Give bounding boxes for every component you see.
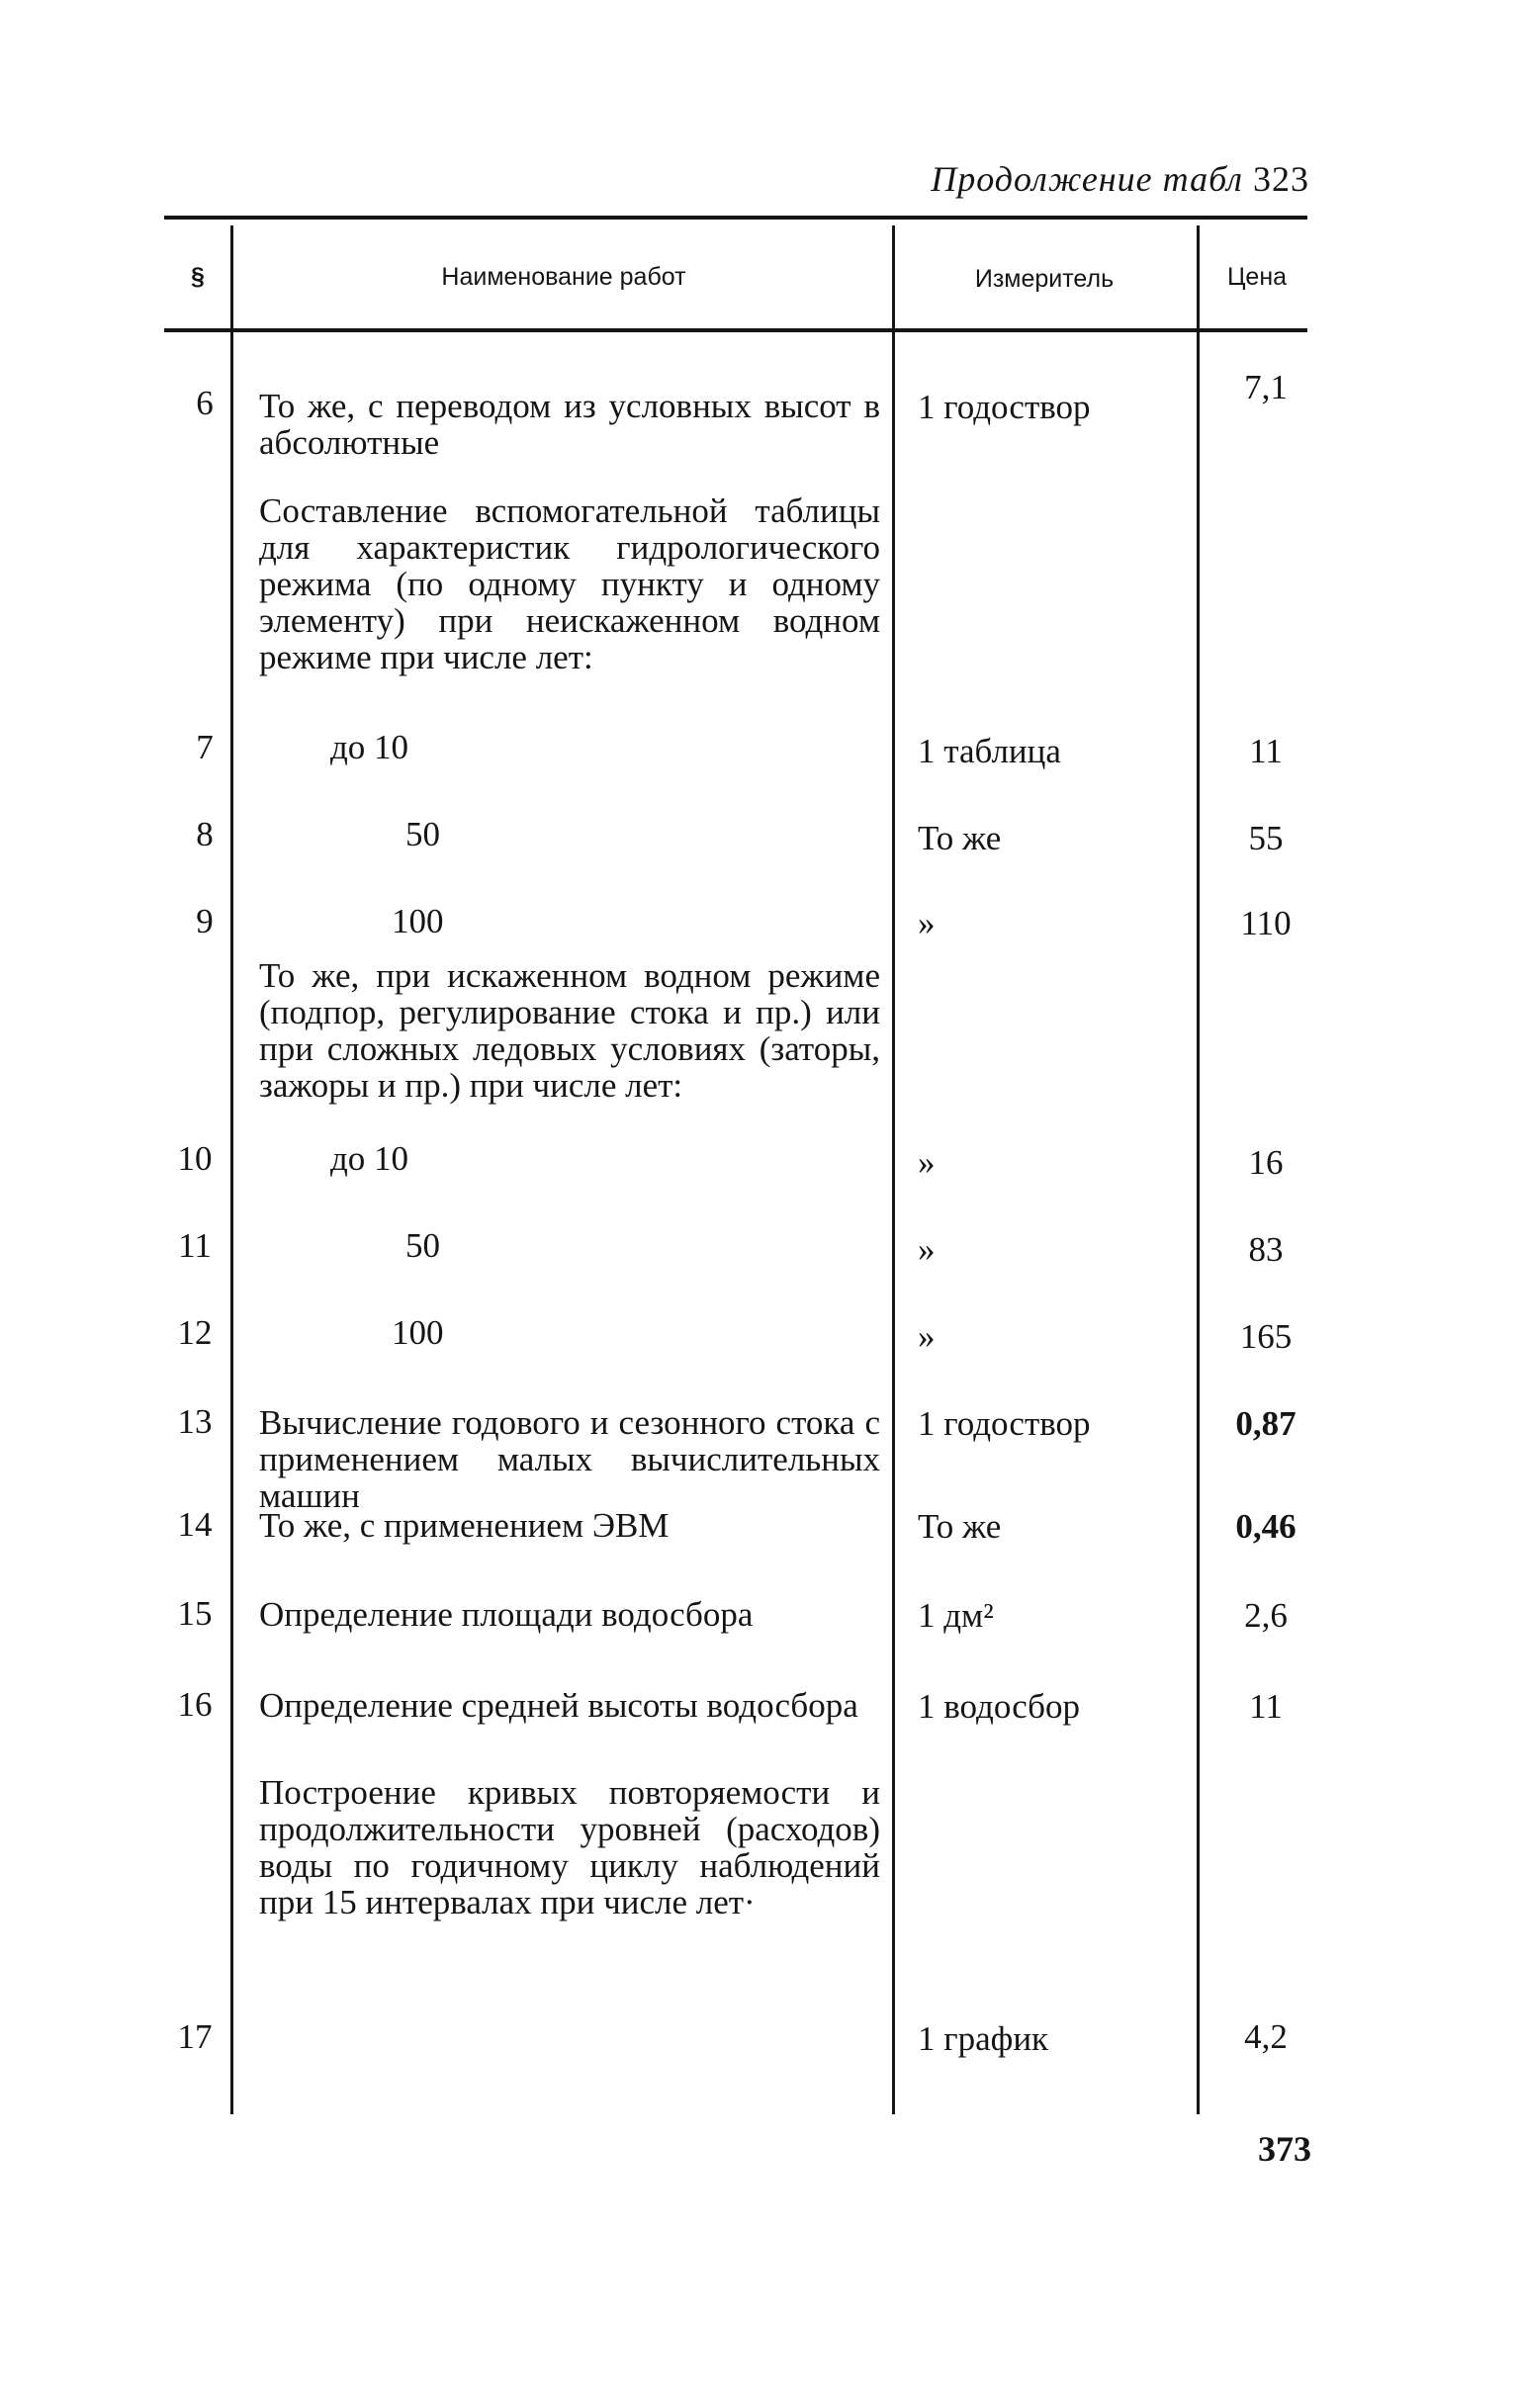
column-divider-3 [1197, 225, 1200, 2114]
row-price: 2,6 [1244, 1596, 1288, 1635]
column-header-unit: Измеритель [974, 265, 1115, 293]
row-unit: » [918, 1317, 936, 1356]
row-number: 13 [177, 1402, 213, 1441]
row-number: 11 [178, 1226, 212, 1265]
row-price: 110 [1240, 904, 1292, 942]
row-price: 83 [1248, 1230, 1284, 1269]
group-heading: То же, при искаженном водном режиме (подпор, регулирование стока и пр.) или при сложных ледовых условиях (заторы, зажоры и пр.) при числе лет: [259, 956, 880, 1105]
row-description: Вычисление годового и сезонного стока с применением малых вычислительных машин [259, 1403, 880, 1515]
table-number: 323 [1253, 159, 1309, 199]
row-unit: 1 таблица [918, 732, 1061, 770]
row-price: 4,2 [1244, 2017, 1288, 2056]
column-divider-1 [230, 225, 233, 2114]
row-description: То же, с применением ЭВМ [259, 1506, 670, 1545]
row-price: 11 [1249, 1687, 1283, 1726]
row-number: 16 [177, 1685, 213, 1724]
row-unit: 1 годоствор [918, 388, 1091, 426]
row-price: 0,46 [1235, 1507, 1297, 1546]
row-number: 14 [177, 1505, 213, 1544]
row-description: до 10 [330, 728, 409, 766]
row-number: 9 [196, 902, 214, 940]
row-number: 12 [177, 1313, 213, 1352]
row-unit: То же [918, 1507, 1002, 1546]
row-description: 50 [405, 815, 440, 853]
row-price: 11 [1249, 732, 1283, 770]
row-unit: 1 годоствор [918, 1404, 1091, 1443]
row-price: 16 [1248, 1143, 1284, 1182]
row-description: 100 [392, 902, 444, 940]
column-header-name: Наименование работ [441, 263, 686, 291]
row-number: 7 [196, 728, 214, 766]
row-number: 6 [196, 384, 214, 422]
row-number: 10 [177, 1139, 213, 1178]
row-unit: 1 дм² [918, 1596, 994, 1635]
table-continuation-header [931, 158, 1309, 200]
row-price: 0,87 [1235, 1404, 1297, 1443]
row-description: Определение площади водосбора [259, 1595, 754, 1634]
continuation-label: Продолжение табл [931, 159, 1243, 199]
row-description: Определение средней высоты водосбора [259, 1686, 858, 1725]
row-price: 55 [1248, 819, 1284, 857]
row-unit: » [918, 904, 936, 942]
row-number: 17 [177, 2017, 213, 2056]
row-description: То же, с переводом из условных высот в абсолютные [259, 387, 880, 462]
row-price: 165 [1239, 1317, 1293, 1356]
column-header-price: Цена [1226, 263, 1288, 291]
row-description: 100 [392, 1313, 444, 1352]
page-number: 373 [1258, 2129, 1311, 2169]
row-number: 8 [196, 815, 214, 853]
table-header-rule [164, 328, 1307, 332]
row-price: 7,1 [1244, 368, 1288, 406]
column-header-section: § [191, 263, 205, 291]
row-description: до 10 [330, 1139, 409, 1178]
row-unit: » [918, 1230, 936, 1269]
group-heading: Построение кривых повторяемости и продолжительности уровней (расходов) воды по годичному циклу наблюдений при 15 интервалах при числе лет· [259, 1773, 880, 1921]
row-unit: 1 график [918, 2019, 1049, 2058]
table-top-rule [164, 216, 1307, 220]
row-unit: То же [918, 819, 1002, 857]
row-number: 15 [177, 1594, 213, 1633]
row-unit: » [918, 1143, 936, 1182]
group-heading: Составление вспомогательной таблицы для характеристик гидрологического режима (по одному пункту и одному элементу) при неискаженном водном режиме при числе лет: [259, 491, 880, 676]
row-unit: 1 водосбор [918, 1687, 1080, 1726]
column-divider-2 [892, 225, 895, 2114]
row-description: 50 [405, 1226, 440, 1265]
